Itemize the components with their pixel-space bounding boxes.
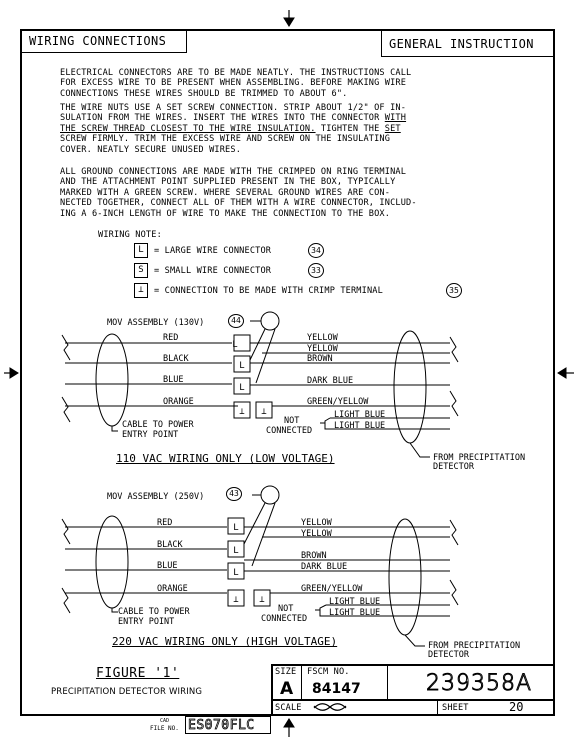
divider bbox=[387, 664, 388, 700]
scale-symbol bbox=[312, 700, 348, 714]
light-blue-label: LIGHT BLUE bbox=[334, 410, 386, 420]
paragraph-3 bbox=[60, 167, 417, 219]
not-connected-label: NOT bbox=[284, 416, 300, 426]
crimp-terminal-symbol: ⊥ bbox=[134, 283, 148, 298]
connector-l: L bbox=[239, 361, 245, 371]
connector-l: L bbox=[233, 568, 239, 578]
mov-label: MOV ASSEMBLY (250V) bbox=[107, 492, 205, 502]
figure-title: FIGURE '1' bbox=[96, 666, 180, 681]
cad-file-box bbox=[185, 716, 271, 734]
size-label: SIZE bbox=[275, 667, 297, 677]
cable-label: CABLE TO POWER bbox=[118, 607, 190, 617]
small-connector-symbol: S bbox=[134, 263, 148, 278]
ground-connector: ⊥ bbox=[239, 407, 245, 417]
cable-label: CABLE TO POWER bbox=[122, 420, 194, 430]
caption-110v: 110 VAC WIRING ONLY (LOW VOLTAGE) bbox=[116, 452, 335, 465]
header-right-title: GENERAL INSTRUCTION bbox=[389, 37, 534, 51]
drawing-number: 239358A bbox=[426, 671, 533, 696]
text-line: MARKED WITH A GREEN SCREW. WHERE SEVERAL GROUND WIRES ARE CON- bbox=[60, 187, 391, 198]
paragraph-2 bbox=[60, 103, 406, 155]
ref-43: 43 bbox=[226, 487, 242, 501]
text-span: TIGHTEN THE bbox=[315, 123, 385, 134]
not-connected-label: NOT bbox=[278, 604, 294, 614]
ref-33: 33 bbox=[308, 263, 324, 278]
cable-label: ENTRY POINT bbox=[122, 430, 179, 440]
wire-label-right: YELLOW bbox=[301, 518, 332, 528]
from-label: DETECTOR bbox=[428, 650, 469, 660]
caption-220v: 220 VAC WIRING ONLY (HIGH VOLTAGE) bbox=[112, 635, 338, 648]
cad-label-1: CAD bbox=[160, 718, 170, 724]
wire-label-right: YELLOW bbox=[307, 333, 338, 343]
text-line: ING A 6-INCH LENGTH OF WIRE TO MAKE THE CONNECTION TO THE BOX. bbox=[60, 208, 391, 219]
text-line bbox=[60, 113, 406, 123]
wire-label-right: BROWN bbox=[301, 551, 327, 561]
small-connector-text: = SMALL WIRE CONNECTOR bbox=[154, 266, 272, 276]
connector-l: L bbox=[233, 523, 239, 533]
not-connected-label: CONNECTED bbox=[261, 614, 308, 624]
from-label: FROM PRECIPITATION bbox=[428, 641, 521, 651]
connector-l: L bbox=[239, 383, 245, 393]
text-line: THE WIRE NUTS USE A SET SCREW CONNECTION. STRIP ABOUT 1/2" OF IN- bbox=[60, 103, 407, 113]
ground-connector: ⊥ bbox=[233, 595, 239, 605]
connector-l: L bbox=[232, 340, 238, 350]
sheet-value: 20 bbox=[509, 700, 524, 714]
light-blue-label: LIGHT BLUE bbox=[329, 608, 381, 618]
fscm-label: FSCM NO. bbox=[307, 667, 350, 677]
wire-label-left: BLACK bbox=[163, 354, 189, 364]
figure-subtitle: PRECIPITATION DETECTOR WIRING bbox=[51, 687, 203, 697]
cable-label: ENTRY POINT bbox=[118, 617, 175, 627]
cad-value: ES070FLC bbox=[188, 718, 255, 733]
large-connector-text: = LARGE WIRE CONNECTOR bbox=[154, 246, 272, 256]
size-value: A bbox=[280, 679, 294, 699]
large-connector-symbol: L bbox=[134, 243, 148, 258]
sheet-label: SHEET bbox=[442, 703, 469, 713]
wire-label-left: BLUE bbox=[163, 375, 184, 385]
divider bbox=[301, 664, 302, 700]
underlined-text: SET bbox=[384, 123, 401, 134]
from-label: DETECTOR bbox=[433, 462, 474, 470]
wire-label-left: ORANGE bbox=[163, 397, 194, 407]
text-line: ELECTRICAL CONNECTORS ARE TO BE MADE NEATLY. THE INSTRUCTIONS CALL bbox=[60, 68, 412, 78]
wire-label-right: YELLOW bbox=[307, 344, 338, 354]
wire-label-left: RED bbox=[163, 333, 179, 343]
from-label: FROM PRECIPITATION bbox=[433, 453, 526, 463]
cad-label-2: FILE NO. bbox=[150, 725, 179, 732]
mov-label: MOV ASSEMBLY (130V) bbox=[107, 318, 205, 328]
scale-label: SCALE bbox=[275, 703, 302, 713]
wire-label-left: BLUE bbox=[157, 561, 178, 571]
wire-label-left: RED bbox=[157, 518, 173, 528]
connector-l: L bbox=[233, 546, 239, 556]
paragraph-1 bbox=[60, 68, 411, 99]
fscm-value: 84147 bbox=[312, 681, 361, 697]
header-left-box bbox=[20, 29, 187, 53]
header-right-box bbox=[381, 29, 555, 57]
text-line: NECTED TOGETHER, CONNECT ALL OF THEM WITH A WIRE CONNECTOR, INCLUD- bbox=[60, 198, 417, 209]
not-connected-label: CONNECTED bbox=[266, 426, 313, 436]
text-line bbox=[60, 124, 406, 134]
text-line: CONNECTIONS THESE WIRES SHOULD BE TRIMMED TO ABOUT 6". bbox=[60, 88, 348, 99]
ground-connector: ⊥ bbox=[261, 407, 267, 417]
light-blue-label: LIGHT BLUE bbox=[329, 597, 381, 607]
text-line: FOR EXCESS WIRE TO BE PRESENT WHEN ASSEMBLING. BEFORE MAKING WIRE bbox=[60, 78, 407, 89]
wire-label-right: DARK BLUE bbox=[307, 376, 354, 386]
wire-label-right: YELLOW bbox=[301, 529, 332, 539]
divider bbox=[437, 699, 438, 716]
ground-connector: ⊥ bbox=[259, 595, 265, 605]
header-left-title: WIRING CONNECTIONS bbox=[29, 34, 167, 48]
text-line: AND THE ATTACHMENT POINT SUPPLIED PRESENT IN THE BOX, TYPICALLY bbox=[60, 177, 396, 188]
text-line: COVER. NEATLY SECURE UNUSED WIRES. bbox=[60, 144, 242, 155]
wire-label-left: ORANGE bbox=[157, 584, 188, 594]
wire-label-right: GREEN/YELLOW bbox=[301, 584, 363, 594]
ref-44: 44 bbox=[228, 314, 244, 328]
wire-label-right: GREEN/YELLOW bbox=[307, 397, 369, 407]
text-span: SULATION FROM THE WIRES. INSERT THE WIRES INTO THE CONNECTOR bbox=[60, 113, 385, 124]
text-line: SCREW FIRMLY. TRIM THE EXCESS WIRE AND SCREW ON THE INSULATING bbox=[60, 134, 391, 145]
wiring-note-title: WIRING NOTE: bbox=[98, 230, 162, 240]
underlined-text: WITH bbox=[384, 113, 407, 124]
underlined-text: THE SCREW THREAD CLOSEST TO THE WIRE INSULATION. bbox=[60, 123, 316, 134]
wire-label-right: DARK BLUE bbox=[301, 562, 348, 572]
ref-35: 35 bbox=[446, 283, 462, 298]
wire-label-left: BLACK bbox=[157, 540, 183, 550]
wiring-diagram-110v bbox=[0, 305, 578, 470]
crimp-terminal-text: = CONNECTION TO BE MADE WITH CRIMP TERMINAL bbox=[154, 286, 383, 296]
wire-label-right: BROWN bbox=[307, 354, 333, 364]
light-blue-label: LIGHT BLUE bbox=[334, 421, 386, 431]
text-line: ALL GROUND CONNECTIONS ARE MADE WITH THE CRIMPED ON RING TERMINAL bbox=[60, 167, 407, 177]
ref-34: 34 bbox=[308, 243, 324, 258]
